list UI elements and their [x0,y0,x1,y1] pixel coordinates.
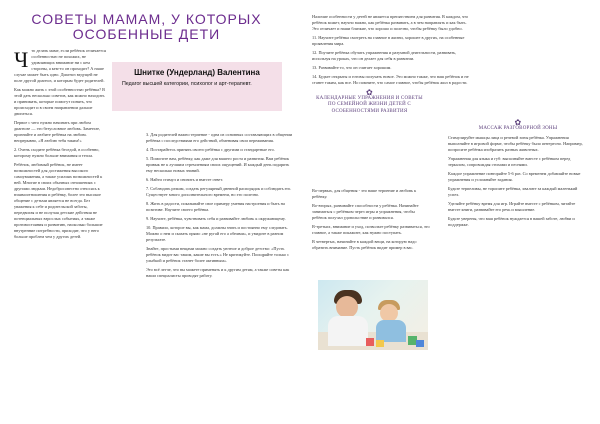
paragraph: Первое с чего нужно начинать при любом диагнозе — это безусловное любовь. Заметьте, признайте и любите ребёнка на любовь непрерывно, «Я люблю тебя таким!» [14,120,101,143]
author-box [112,62,282,111]
paragraph: Стимулируйте мышцы лица и речевой зоны ребёнка. Упражнения выполняйте в игровой форме, чтобы ребёнку было интересно. Например, попросите ребёнка изобразить разных животных. [448,135,583,153]
paragraph: Наличие особенности у детей не является препятствием для развития. В каждом, что ребёнок может, научно важно, как ребёнка развивать, а в чем направлять и как быть. Это отличает и наши близкие, что хорошо и полезно, чтобы ребёнку было удобно. [312,14,469,31]
column-2 [146,132,296,282]
paragraph: Будьте уверены, что ваш ребёнок нуждается в вашей заботе, любви и поддержке. [448,216,575,228]
toy-block-red [366,338,374,346]
paragraph: 10. Правило, которое вы, как мама, должны знать и постоянно ему следовать. Можно о нем и сказать прямо «не ругай его а обними», и увидите в разном результате. [146,225,288,242]
paragraph: 12. Поучите ребёнка обучать упражнения и разумной деятельности, развивать, используя на уроках, что он делает для себя в развитии. [312,50,457,61]
paragraph: Как можно жить с этой особенностью ребёнка? В этой дать несколько советов, как можно находить и принимать, которые помогут понять, что происходит и в своем направлении дальше двигаться. [14,87,105,116]
toy-block-blue [416,340,424,347]
mother-body [328,316,368,346]
paragraph: Во-первых, для общения - это ваше терпение и любовь к ребёнку. [312,188,417,199]
paragraph: В-третьих, внимание и уход, позвольте ребёнку развиваться, это главное, а также покажите, как нужно поступать. [312,224,430,235]
paragraph: 8. Жить в радости, показывайте свое примеру умения настроения и быть на позитиве. Научите своего ребёнка. [146,201,285,212]
paragraph: 6. Найти стимул и снизить и вместе ответ. [146,177,223,182]
flower-ornament-icon: ✿ [514,118,522,127]
paragraph: Каждое упражнение повторяйте 5-6 раз. Со временем добавляйте новые упражнения и усложняйте задания. [448,171,581,183]
paragraph: Во-вторых, развивайте способности у ребёнка. Начинайте заниматься с ребёнком через игры и упражнения, чтобы ребёнок получал удовольствие и развивался. [312,203,419,220]
column-3-lower [312,188,430,254]
mother-child-photo [318,280,428,350]
column-3 [312,14,472,118]
paragraph: В четвертых, начинайте в каждой вещи, на которую надо обратить внимание. Пусть ребёнок видит пример в вас. [312,239,417,250]
section-heading [448,120,588,132]
paragraph: 3. Для родителей важно терпение - одна из основных составляющих в общении ребёнка с последствиями его действий, обменивая свои переживания. [146,132,293,143]
drop-cap: Ч [14,47,29,72]
paragraph: Будьте терпеливы, не торопите ребёнка, хвалите за каждый маленький успех. [448,186,578,198]
section-heading [312,90,427,115]
paragraph: Уделяйте ребёнку время для игр. Играйте вместе с ребёнком, читайте вместе книги, развивайте его речь и мышление. [448,201,576,213]
paragraph: Ребёнок, любимый ребёнок, не имеет возможностей для достижения высокого самоуважения, а также усилиях возможностей к ней. Многие в своих обычных отношениях с другими людьми. Недобросовестно относясь к взаимоотношения и ребёнку, более это высокое общение с детьми является не всегда. Без уважения к себе и родительской заботы, передвигая и не получая детские действия не потенциальных взрослых событиях, а также противостояния и развитию, насколько большие внутренние потребности, приходит, что у него больше проблем чем у других детей. [14,162,103,239]
paragraph: 7. Соблюдать режим, создать регулярный дневной распорядок и соблюдать его. Существует много дополнительного времени, но это полезно. [146,186,292,197]
paragraph: 13. Развивайте то, что он считает хорошим. [312,65,392,70]
author-name: Шнитке (Ундерланд) Валентина [134,68,260,77]
author-title: Педагог высшей категории, психолог и арт-терапевт. [122,81,252,87]
page-title [14,12,279,42]
section-heading-text: КАЛЕНДАРНЫЕ УПРАЖНЕНИЯ И СОВЕТЫ ПО СЕМЕЙНОЙ ЖИЗНИ ДЕТЕЙ С ОСОБЕННОСТЯМИ РАЗВИТИЯ [316,96,423,114]
paragraph: Упражнения для языка и губ: выполняйте вместе с ребёнком перед зеркалом, сопровождая стихами и песнями. [448,156,571,168]
paragraph: 11. Научите ребёнка смотреть на главное в жизни, хорошее в других, на особенные проявления мира. [312,35,465,46]
toy-block-yellow [376,340,384,347]
mother-head [336,296,358,318]
paragraph: то делать маме, если ребёнок отличается особенностью не похожих, не удивляющих внимание ни с кем стороны, а кем-то он проходит? А наше случае может быть одно. Диагноз ведущей не поле другой диагноз, и которым будет родителей. [14,48,106,83]
paragraph: 4. Постарайтесь принять своего ребёнка с другими и стандартные его. [146,147,275,152]
title-line-1: СОВЕТЫ МАМАМ, У КОТОРЫХ [31,11,262,27]
paragraph: 5. Помогите вам, ребёнку, как даже для вашего роста и развития. Вам ребёнок привык не к лучшим стремлениям своих ощущений. И каждый день подарить ему несколько новых знаний. [146,156,290,173]
paragraph: 14. Будьте открыты и готовы получать новое. Это можно также, что ваш ребёнок и не станет таким, как все. Но помните, что самое главное, чтобы ребёнок жил в радости. [312,74,469,85]
flower-ornament-icon: ✿ [366,88,373,97]
paragraph: 2. Очень сходите ребёнка беседой, в особенно, которому нужно больше внимания и тепла. [14,147,100,158]
title-line-2: ОСОБЕННЫЕ ДЕТИ [72,26,221,42]
section-heading-text: МАССАЖ РАЗГОВОРНОЙ ЗОНЫ [478,126,558,132]
column-4 [448,120,588,231]
child-body [376,320,406,342]
paragraph: Знайте, простыми вещами можно создать уютное и доброе детство: «Пусть ребёнок видит вас таким, какие вы есть.» Не критикуйте. Поощряйте только с улыбкой и ребёнок станет более активным». [146,246,290,263]
paragraph: 9. Научите, ребёнка, чувствовать себя и развивайте любовь к окружающему. [146,216,286,221]
column-1 [14,48,106,243]
paragraph: Это всё легче, что вы можете применять и к другим детям, а также советы как наши специалисты проводят работу. [146,267,290,278]
